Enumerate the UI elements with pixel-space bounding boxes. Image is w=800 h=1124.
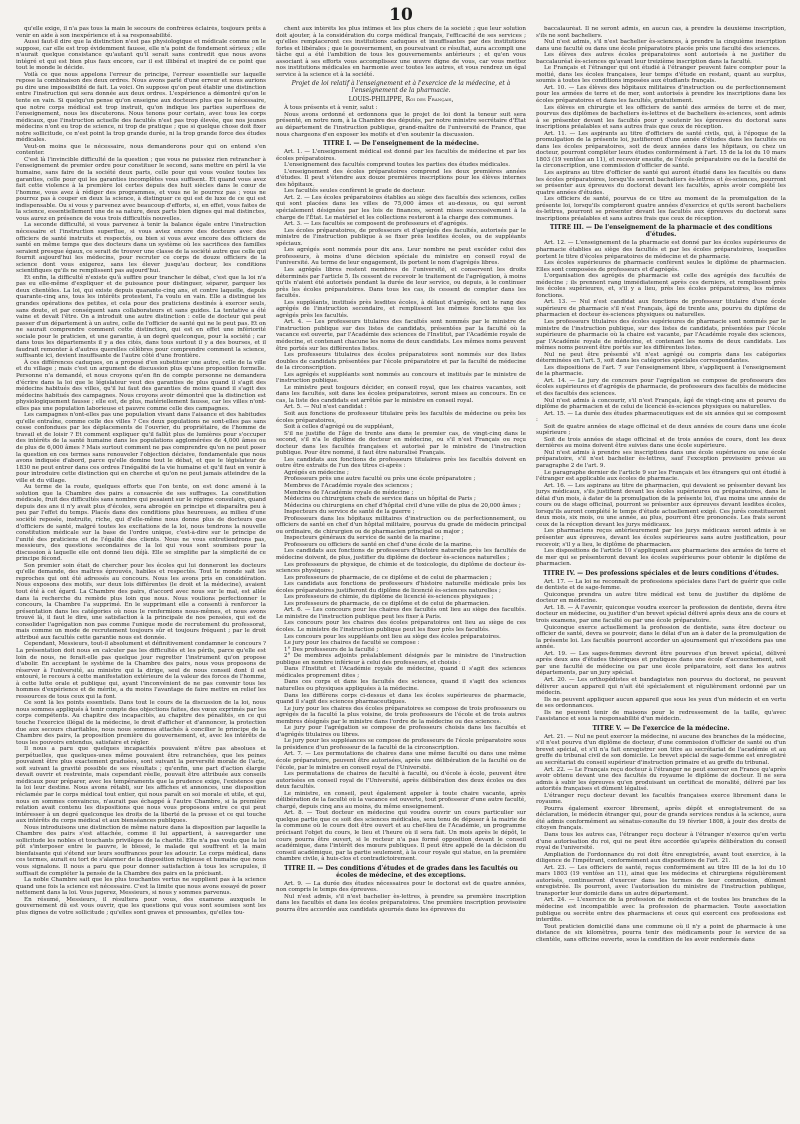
text-columns xyxy=(16,26,786,1122)
paragraph: Les officiers de santé, pourvus de ce titre au moment de la promulgation de la présente loi, lorsqu'ils compteront quatre années d'exercice et qu'ils seront bacheliers ès-lettres, pourront se présenter devant les facultés aux épreuves du doctorat sans inscriptions préalables et sans autres frais que ceux de réception. xyxy=(536,196,786,222)
paragraph: Les agrégés libres restent membres de l'université, et conservent les droits déterminés par l'article 5. Ils cessent de recevoir le traitement de l'agrégation, à moins qu'ils n'aient été autorisés pendant la durée de leur service, ou depuis, à le continuer près les écoles préparatoires. Dans tous les cas, ils cessent de compter dans les facultés. xyxy=(276,266,526,300)
paragraph: Art. 4. — Les professeurs titulaires des facultés sont nommés par le ministre de l'instruction publique sur des listes de candidats, présentées par la faculté où la vacance est ouverte, par l'Académie des sciences de l'Institut, par l'Académie royale de médecine, et contenant chacune les noms de deux candidats. Les mêmes noms peuvent être portés sur les différentes listes. xyxy=(276,319,526,352)
paragraph: Les campagnes n'ont-elles pas une population vivant dans l'aisance et des habitudes qu'elle entraîne, comme celle des villes ? Ces deux populations ne sont-elles pas sans cesse confondues par les déplacements de l'ouvrier, du propriétaire, de l'homme de travail et de loisir ? Et comment expliquer qu'il fallût plus de lumières pour s'occuper des intérêts de la santé humaine dans les populations agglomérées de 4,000 âmes ou de plus de 6,000 âmes ? Mais surtout comment ne pas comprendre qu'on ne peut poser la question en ces termes sans renouveler l'objection décisive, fondamentale que nous avons indiquée d'abord, parce qu'elle domine tout le débat, et que le législateur de 1830 ne peut entrer dans ces ordres l'inégalité de la vie humaine et qu'il faut en venir à pour introduire cette distinction qui en cherche et qu'on ne peut jamais atteindre de la ville et du village. xyxy=(16,412,266,484)
paragraph: Art. 7. — Les permutations de chaires dans une même faculté ou dans une même école préparatoire, peuvent être autorisées, après une délibération de la faculté ou de l'école, par le ministre en conseil royal de l'Université. xyxy=(276,751,526,771)
paragraph: Les écoles préparatoires, de professeurs et d'agrégés des facultés, autorisés par le ministre de l'instruction publique à se fixer près lesdites écoles, ou de suppléants spéciaux. xyxy=(276,227,526,247)
paragraph: Les candidats aux fonctions de professeurs d'histoire naturelle médicale près les écoles préparatoires justifieront du diplôme de licencié ès-sciences naturelles ; xyxy=(276,581,526,594)
paragraph: Le Français et l'étranger qui ont étudié à l'étranger peuvent faire compter pour la moitié, dans les écoles françaises, leur temps d'étude en restant, quant au surplus, soumis à toutes les conditions imposées aux étudiants français. xyxy=(536,65,786,85)
paragraph: Art. 9. — La durée des études nécessaires pour le doctorat est de quatre années, non compris le temps des épreuves. xyxy=(276,880,526,894)
paragraph: Art. 8. — Tout docteur en médecine qui voudra ouvrir un cours particulier sur quelque partie que ce soit des sciences médicales, sera tenu de déposer à la mairie de la commune où le cours doit être ouvert et au chef-lieu de l'Académie, un programme précisant l'objet du cours, le lieu et l'heure où il sera fait. Un mois après le dépôt, le cours pourra être ouvert, si le recteur n'a pas formé opposition devant le conseil académique, dans l'intérêt des mœurs publiques. Il peut être appelé de la décision du conseil académique, par la partie seulement, à la cour royale qui statue, en la première chambre civile, à huis-clos et contradictoirement. xyxy=(276,810,526,863)
paragraph: S'il ne justifie de l'âge de trente ans dans le premier cas, de vingt-cinq dans le second, s'il n'a le diplôme de docteur en médecine, ou s'il n'est Français ou reçu docteur dans les facultés françaises et autorisé par le ministre de l'instruction publique. Pour être nommé, il faut être naturalisé Français. xyxy=(276,430,526,457)
paragraph: Médecins ou chirurgiens chefs de service dans un hôpital de Paris ; xyxy=(284,496,476,503)
paragraph: Quiconque exerce actuellement la profession de dentiste, sans être docteur ou officier de santé, devra se pourvoir, dans le délai d'un an à dater de la promulgation de la présente loi. Les facultés pourront accorder un ajournement qui n'excédera pas une année. xyxy=(536,624,786,651)
paragraph: Inspecteurs généraux du service de santé de la marine ; xyxy=(284,535,444,542)
paragraph: Les professeurs titulaires des écoles préparatoires sont nommés sur des listes doubles de candidats présentées par l'école préparatoire et par la faculté de médecine de la circonscription. xyxy=(276,352,526,372)
paragraph: À ces différences caduques, on a proposé d'en substituer une autre, celle de la ville et du village ; mais c'est un argument de discussion plus qu'une proposition formelle. Personne n'a demandé, et nous croyons qu'en fin de compte personne ne demandera d'écrire dans la loi que le législateur veut des garanties de plus quand il s'agit des médecins habitués des villes, qu'il lui faut des garanties de moins quand il s'agit des médecins habitués des campagnes. Nous croyons avoir démontré que la distinction est physiologiquement fausse ; elle est, de plus, matériellement fausse, car les villes n'ont-elles pas une population laborieuse et pauvre comme celle des campagnes. xyxy=(16,359,266,412)
paragraph: Nul n'est admis à prendre ses inscriptions dans une école supérieure ou une école préparatoire, s'il n'est bachelier ès-lettres, sauf l'exception provisoire prévue au paragraphe 2 de l'art. 9. xyxy=(536,449,786,469)
paragraph: Art. 1. — L'enseignement médical est donné par les facultés de médecine et par les écoles préparatoires. xyxy=(276,149,526,162)
paragraph: Art. 5. — Nul n'est candidat : xyxy=(284,404,367,411)
paragraph: Ampliation de l'ordonnance du roi doit être enregistrée, avant tout exercice, à la diligence de l'impétrant, conformément aux dispositions de l'art. 21. xyxy=(536,851,786,865)
paragraph: Le ministre, en conseil, peut également appeler à toute chaire vacante, après délibération de la faculté où la vacance est ouverte, tout professeur d'une autre faculté, chargé, depuis cinq ans au moins, du même enseignement. xyxy=(276,790,526,810)
paragraph: Les candidats aux fonctions de professeurs titulaires près les facultés doivent en outre être extraits de l'un des titres ci-après : xyxy=(276,456,526,470)
paragraph: Ce sont là les points essentiels. Dans tout le cours de la discussion de la loi, nous nous sommes appliqués à tenir compte des objections faites, des vœux exprimés par les corps compétents. Au chapitre des incapacités, au chapitre des pénalités, en ce qui touche l'exercice illégal de la médecine, le droit d'afficher et d'annoncer, la protection due aux secours charitables, nous nous sommes attachés à concilier le principe de la Chambre des pairs, la proposition première du gouvernement, et, avec les intérêts de tous les pouvoirs entendus, satisfaire et régler. xyxy=(16,700,266,746)
paragraph: Nous avons ordonné et ordonnons que le projet de loi dont la teneur suit sera présenté, en notre nom, à la Chambre des députés, par notre ministre secrétaire d'État au département de l'instruction publique, grand-maître de l'université de France, que nous chargeons d'en exposer les motifs et d'en soutenir la discussion. xyxy=(276,111,526,138)
paragraph: Membres de l'Académie royale des sciences ; xyxy=(284,483,413,489)
section-heading: TITRE II. — Des conditions d'études et de grades dans les facultés ou écoles de médecine, et des exceptions. xyxy=(284,864,518,879)
paragraph: Dans l'Institut et l'Académie royale de médecine, quand il s'agit des sciences médicales proprement dites ; xyxy=(276,666,526,679)
paragraph: chent aux intérêts les plus intimes et les plus chers de la société ; que leur solution doit ajouter, à la considération du corps médical français, l'efficacité de ses services ; qu'elles remplaceront ces institutions caduques et insuffisantes par des institutions fortes et libérales ; que le gouvernement, en poursuivant ce résultat, aura accompli une tâche qui a été l'ambition de tous les gouvernements antérieurs ; et qu'en vous associant à ses efforts vous accomplissez une œuvre digne de vous, car vous mettez nos institutions médicales en harmonie avec toutes les autres, et vous rendrez un égal service à la science et à la société. xyxy=(276,26,526,78)
paragraph: Le jury pour les suppléances se compose de professeurs de l'école préparatoire sous la présidence d'un professeur de la faculté de la circonscription. xyxy=(276,738,526,751)
paragraph: À tous présents et à venir, salut : xyxy=(284,105,378,112)
paragraph: Nul n'est admis, s'il n'est bachelier ès-lettres, à prendre sa première inscription dans les facultés et dans les écoles préparatoires. Une première inscription provisoire pourra être accordée aux candidats ajournés dans les épreuves du xyxy=(276,893,526,913)
right-column xyxy=(536,26,786,1122)
paragraph: Professeurs ou officiers de santé en chef d'une école de la marine. xyxy=(284,541,473,548)
paragraph: 2° De membres adjoints préalablement désignés par le ministre de l'instruction publique en nombre inférieur à celui des professeurs, et choisis : xyxy=(276,653,526,666)
paragraph: Art. 21. — Nul ne peut exercer la médecine, ni aucune des branches de la médecine, s'il n'est pourvu d'un diplôme de docteur, d'une commission d'officier de santé ou d'un brevet spécial, et s'il n'a fait enregistrer son titre au secrétariat de l'académie et au greffe du tribunal civil de son domicile. Le brevet spécial de sage-femme est enregistré au secrétariat du conseil supérieur d'instruction primaire et au greffe du tribunal. xyxy=(536,733,786,766)
paragraph: La noble Chambre sait que les plus touchantes vertus ne supplient pas à la science quand une fois la science est nécessaire. C'est la limite que nous avons essayé de poser nettement dans la loi. Vous jugerez, Messieurs, si nous y sommes parvenus. xyxy=(16,877,266,897)
paragraph: Le jury pour l'agrégation se compose de professeurs choisis dans les facultés et d'agrégés titulaires ou libres. xyxy=(276,725,526,738)
paragraph: Les professeurs de pharmacie, de ce diplôme et de celui de pharmacien ; xyxy=(284,574,492,581)
paragraph: Art. 6. — Les concours pour les chaires des facultés ont lieu au siège des facultés. Le ministre de l'instruction publique peut les fixer à Paris. xyxy=(276,607,526,620)
paragraph: Art. 22. — Le Français reçu docteur à l'étranger ne peut exercer en France qu'après avoir obtenu devant une des facultés du royaume le diplôme de docteur. Il ne sera admis à subir les épreuves qu'en produisant un certificat de moralité, délivré par les autorités françaises et dûment légalisé. xyxy=(536,766,786,793)
paragraph: Pourra également exercer librement, après dépôt et enregistrement de sa déclaration, le médecin étranger qui, pour de grands services rendus à la science, aura été admis conformément au sénatus-consulte du 19 février 1808, à jouir des droits de citoyen français. xyxy=(536,805,786,832)
paragraph: Ils ne peuvent appliquer aucun appareil que sous les yeux d'un médecin et en vertu de ses ordonnances. xyxy=(536,696,786,710)
paragraph: Art. 11. — Les aspirants au titre d'officiers de santé civils, qui, à l'époque de la promulgation de la présente loi, justifieront d'une année d'études dans les facultés ou dans les écoles préparatoires, soit de deux années dans les hôpitaux, ou chez un docteur, pourront compléter leurs études conformément à l'art. 15 de la loi du 10 mars 1803 (19 ventôse an 11), et recevoir ensuite, de l'école préparatoire ou de la faculté de la circonscription, une commission d'officier de santé. xyxy=(536,130,786,170)
paragraph: Les candidats aux fonctions de professeurs d'histoire naturelle près les facultés de médecine doivent, de plus, justifier du diplôme de docteur ès-sciences naturelles ; xyxy=(276,548,526,562)
paragraph: Art. 23. — Les officiers de santé, reçus conformément au titre III de la loi du 10 mars 1803 (19 ventôse an 11), ainsi que les médecins et chirurgiens régulièrement autorisés, continueront d'exercer dans les termes de leur commission, dûment enregistrée. Ils pourront, avec l'autorisation du ministre de l'instruction publique, transporter leur domicile dans un autre département. xyxy=(536,864,786,897)
paragraph: Art. 19. — Les sages-femmes devront être pourvues d'un brevet spécial, délivré après deux ans d'études théoriques et pratiques dans une école d'accouchement, soit par une faculté de médecine ou par une école préparatoire, soit dans les autres départements, par un jury spécial. xyxy=(536,650,786,677)
paragraph: Les dispositions de l'art. 7 sur l'enseignement libre, s'appliquent à l'enseignement de la pharmacie. xyxy=(536,364,786,378)
paragraph: baccalauréat. Il ne seront admis, en aucun cas, à prendre la deuxième inscription, s'ils ne sont bacheliers. xyxy=(536,26,786,39)
paragraph: Les concours pour les suppléants ont lieu au siège des écoles préparatoires. xyxy=(284,633,501,640)
paragraph: Art. 10. — Les élèves des hôpitaux militaires d'instruction ou de perfectionnement pour les armées de terre et de mer, sont autorisés à prendre les inscriptions dans les écoles préparatoires et dans les facultés, gratuitement. xyxy=(536,84,786,105)
paragraph: Les pharmaciens reçus antérieurement par les jurys médicaux seront admis à se présenter aux épreuves, devant les écoles supérieures sans autre justification, pour recevoir, s'il y a lieu, le diplôme de pharmacien. xyxy=(536,528,786,548)
paragraph: Cependant, Messieurs, tout-il absolument et définitivement condamner le concours ? La présentation doit nous en calculer pas les difficultés et les périls, parce qu'elle est loin de nous, ne ferait-elle pas quelque jour regretter l'instrument qu'on propose d'abolir. En acceptant le système de la Chambre des pairs, nous vous proposons de réserver à l'université, au ministre qui la dirige, seul de nous conseil dont il est entouré, le recours à cette manifestation extérieure de la valeur des forces de l'homme, à cette lutte orale et publique qui, ayant l'inconvénient de ne pas convenir tous les hommes d'expérience et de mérite, a du moins l'avantage de faire mettre en relief les ressources de tous ceux qui la font. xyxy=(16,641,266,700)
section-heading: Projet de loi relatif à l'enseignement et à l'exercice de la médecine, et à l'enseignement de la pharmacie. xyxy=(291,80,511,95)
paragraph: Agrégés en médecine ; xyxy=(284,469,349,476)
paragraph: Les dispositions de l'article 10 s'appliquent aux pharmaciens des armées de terre et de mer qui se présenteront devant les écoles supérieures pour obtenir le diplôme de pharmacien. xyxy=(536,548,786,568)
left-column xyxy=(16,26,266,1122)
paragraph: L'enseignement des écoles préparatoires comprend les deux premières années d'études. Il peut s'étendre aux douze premières inscriptions pour les élèves internes des hôpitaux. xyxy=(276,168,526,188)
paragraph: Dans ces corps et dans les facultés des sciences, quand il s'agit des sciences naturelles ou physiques appliquées à la médecine. xyxy=(276,679,526,692)
paragraph: Art. 16. — Les aspirans au titre de pharmacien, qui devaient se présenter devant les jurys médicaux, s'ils justifient devant les écoles supérieures ou préparatoires, dans le délai d'un mois, à dater de la promulgation de la présente loi, d'au moins une année de cours ou de stage officinal, pourront se présenter aux épreuves devant lesdites écoles, lorsqu'ils auront complété le temps d'étude actuellement exigé. Ces jurés constitueront deux mois, six mois, ou une année, au plus, pourront être prononcés. Les frais seront ceux de la réception devant les jurys médicaux. xyxy=(536,482,786,528)
paragraph: Nul ne peut être présenté s'il n'est agrégé ou compris dans les catégories déterminées en l'art. 5, soit dans les catégories spéciales correspondantes. xyxy=(536,351,786,365)
paragraph: Les élèves des autres écoles préparatoires sont autorisés à ne justifier du baccalauréat ès-sciences qu'avant leur treizième inscription dans la faculté. xyxy=(536,52,786,65)
paragraph: Les permutations de chaires de faculté à faculté, ou d'école à école, peuvent être autorisées en conseil royal de l'Université, après délibération des deux écoles ou des deux facultés. xyxy=(276,771,526,791)
paragraph: L'étranger reçu docteur devant les facultés françaises exerce librement dans le royaume. xyxy=(536,792,786,806)
paragraph: Art. 14. — Le jury de concours pour l'agrégation se compose de professeurs des écoles supérieures et d'agrégés de pharmacie, de professeurs des facultés de médecine et des facultés des sciences. xyxy=(536,377,786,397)
paragraph: Quiconque prendra un autre titre médical est tenu de justifier du diplôme de docteur en médecine. xyxy=(536,591,786,605)
section-heading: LOUIS-PHILIPPE, Roi des Français, xyxy=(348,96,454,104)
paragraph: Nul n'est admis, s'il n'est bachelier ès-sciences, à prendre la cinquième inscription dans une faculté ou dans une école préparatoire placée près une faculté des sciences. xyxy=(536,39,786,52)
paragraph: Les agrégés sont nommés pour dix ans. Leur nombre ne peut excéder celui des professeurs, à moins d'une décision spéciale du ministre en conseil royal de l'université. Au terme de leur engagement, ils portent le nom d'agrégés libres. xyxy=(276,247,526,267)
paragraph: Aussi faut-il dire que la distinction n'est pas physiologique et médicale comme on le suppose, car elle est trop évidemment fausse, elle n'a point de fondement sérieux ; elle n'aurait quelque consistance qu'autant qu'il serait sans contredit que nous avons intégré et qui est bien plus faux encore, car il est illibéral et inspiré de ce point que tout le monde le décide. xyxy=(16,39,266,72)
paragraph: Art. 20. — Les orthopédistes et bandagistes non pourvus du doctorat, ne peuvent délivrer aucun appareil qui n'ait été spécialement et régulièrement ordonné par un médecin. xyxy=(536,676,786,697)
paragraph: Soit à celles d'agrégé ou de suppléant, xyxy=(284,424,394,431)
paragraph: Art. 18. — À l'avenir, quiconque voudra exercer la profession de dentiste, devra être docteur en médecine, ou justifier d'un brevet spécial délivré après deux ans de cours et trois examens, par une faculté ou par une école préparatoire. xyxy=(536,604,786,625)
paragraph: Soit de trois années de stage officinal et de trois années de cours, dont les deux dernières au moins doivent être suivies dans une école supérieure. xyxy=(536,436,786,450)
paragraph: Voilà ce que nous appelons l'erreur de principe, l'erreur essentielle sur laquelle repose la combinaison des deux ordres. Nous avons parlé d'une erreur et nous aurions pu dire une impossibilité de fait. La voici. On suppose qu'on peut établir une distinction entre l'instruction qui sera donnée aux deux ordres. L'expérience a démontré qu'on le tente en vain. Si quelqu'un pense qu'on enseigne aux docteurs plus que le nécessaire, que notre corps médical est trop instruit, qu'on indique les parties superflues de l'enseignement, nous les discuterons. Nous tenons pour certain, avec tous les corps médicaux, que l'instruction actuelle des facultés n'est pas trop élevée, que nos jeunes médecins n'ont eu trop de science, ni trop de pratique ; que si quelque chose doit fixer notre sollicitude, ce n'est point la trop grande durée, ni la trop grande force des études médicales. xyxy=(16,71,266,144)
paragraph: Ils ne peuvent tenir de maisons pour le redressement de la taille, qu'avec l'assistance et sous la responsabilité d'un médecin. xyxy=(536,709,786,723)
paragraph: Les professeurs de chimie, du diplôme de licencié ès-sciences physiques ; xyxy=(284,594,494,601)
section-heading: TITRE III. — De l'enseignement de la pharmacie et des conditions d'études. xyxy=(549,224,773,239)
paragraph: Membres de l'Académie royale de médecine ; xyxy=(284,489,414,496)
paragraph: Inspecteurs du service de santé de la guerre ; xyxy=(284,509,415,516)
paragraph: Les élèves en chirurgie et les officiers de santé des armées de terre et de mer, pourvus des diplômes de bacheliers ès-lettres et de bacheliers ès-sciences, sont admis à se présenter devant les facultés pour y soutenir les épreuves du doctorat sans inscriptions préalables et sans autres frais que ceux de réception. xyxy=(536,104,786,131)
paragraph: Au terme de la route, quelques efforts que l'on tente, on est donc amené à la solution que la Chambre des pairs a consacrée de ses suffrages. La constitution médicale, fruit des difficultés sans nombre qui pesaient sur le régime consulaire, quand depuis des ans il n'y avait plus d'écoles, sera abrogée en principe et disparaîtra peu à peu par l'effet du temps. Placés dans des conditions plus heureuses, au milieu d'une société reposée, instruite, riche, qui d'elle-même nous donne plus de docteurs que d'officiers de santé, malgré toutes les excitations de la loi, nous tendrons la nouvelle constitution médicale sur la base de l'ordre unique, c'est-à-dire sur le principe de l'unité des praticiens et de l'égalité des clients. Nous ne vous entretiendrons pas, messieurs, des questions secondaires de la loi qui vous sont soumises pour la discussion à laquelle elle ont donné lieu déjà. Elle se simplifie par la simplicité de ce principe fécond. xyxy=(16,484,266,563)
paragraph: C'est là l'invincible difficulté de la question ; que vous ne puissiez rien retrancher à l'enseignement de premier ordre pour constituer le second, sans mettre en péril la vie humaine, sans faire de la société deux parts, celle pour qui vous voulez toutes les garanties, celle pour qui les garanties incomplètes vous suffisent. Et quand vous avez fait cette violence à la première loi certes depuis des huit siècles dans le cœur de l'homme, vous avez à rédiger des programmes, et vous ne le pourrez pas ; vous ne pourrez pas à couper en deux la science, à distinguer ce qui est de luxe de ce qui est indispensable. Ou si vous y parvenez avec beaucoup d'efforts, si, en effet, vous faites de la science, essentiellement une de sa nature, deux parts bien dignes qui mal distinctes, vous aurez en présence de vous trois difficultés nouvelles. xyxy=(16,156,266,222)
paragraph: Les facultés seules confèrent le grade de docteur. xyxy=(284,188,426,195)
paragraph: Les écoles supérieures de pharmacie confèrent seules le diplôme de pharmacien. Elles sont composées de professeurs et d'agrégés. xyxy=(536,260,786,273)
paragraph: Dans les différens corps ci-dessus et dans les écoles supérieures de pharmacie, quand il s'agit des sciences pharmaceutiques. xyxy=(276,692,526,706)
paragraph: Art. 2. — Les écoles préparatoires établies au siège des facultés des sciences, celles qui sont placées dans les villes de 75,000 âmes et au-dessus, ou qui seront spécialement désignées par les lois de finances, seront mises successivement à la charge de l'État. Le matériel et les collections resteront à la charge des communes. xyxy=(276,194,526,221)
paragraph: Art. 24. — L'exercice de la profession de médecin et de toutes les branches de la médecine est incompatible avec la profession de pharmacien. Toute association publique ou secrète entre des pharmaciens et ceux qui exercent ces professions est interdite. xyxy=(536,897,786,924)
paragraph: Le ministre peut toujours décider, en conseil royal, que les chaires vacantes, soit dans les facultés, soit dans les écoles préparatoires, seront mises au concours. En ce cas, la liste des candidats est arrêtée par le ministre en conseil royal. xyxy=(276,384,526,404)
paragraph: Art. 12. — L'enseignement de la pharmacie est donné par les écoles supérieures de pharmacie établies au siège des facultés et par les écoles préparatoires, lesquelles portent le titre d'écoles préparatoires de médecine et de pharmacie. xyxy=(536,240,786,260)
paragraph: Nul n'est admis à concourir, s'il n'est Français, âgé de vingt-cinq ans et pourvu du diplôme de pharmacien et de celui de licencié ès-sciences physiques ou naturelles. xyxy=(536,397,786,411)
paragraph: Le paragraphe dernier de l'article 9 sur les Français et les étrangers qui ont étudié à l'étranger est applicable aux écoles de pharmacie. xyxy=(536,469,786,483)
paragraph: Les agrégés et suppléants sont nommés au concours et institués par le ministre de l'instruction publique. xyxy=(276,371,526,385)
page-number: 10 xyxy=(389,5,413,25)
paragraph: Soit aux fonctions de professeur titulaire près les facultés de médecine ou près les écoles préparatoires, xyxy=(276,410,526,424)
paragraph: Les professeurs de physique, de chimie et de toxicologie, du diplôme de docteur ès-sciences physiques ; xyxy=(276,561,526,575)
paragraph: Son premier soin était de chercher pour les écoles qui lui donneront les docteurs qu'elle demande, des maîtres éprouvés, habiles et respectés. Tout le monde sait les reproches qui ont été adressés au concours. Nous les avons pris en considération. Nous exposons des motifs, sur deux lois différentes (le droit et la médecine), avaient tout été à cet égard. La Chambre des pairs, d'accord avec nous sur le mal, est allée dans la recherche du remède plus loin que nous. Nous voulions perfectionner le concours, la Chambre l'a supprimé. En le supprimant elle a consenti à renforcer la présentation dans les catégories où nous le renfermions nous-mêmes, et nous avons trouvé là, il faut le dire, une satisfaction à la principale de nos pensées, qui est de consolider l'agrégation non pas comme l'unique mode de recrutement du professorat, mais comme un mode de recrutement toujours sûr et toujours fréquent ; par le droit attribué aux facultés cette garantie nous est donnée. xyxy=(16,562,266,641)
paragraph: Le jury pour les chaires des écoles préparatoires se compose de trois professeurs ou agrégés de la faculté la plus voisine, de trois professeurs de l'école et de trois autres membres désignés par le ministre dans l'ordre de la médecine ou des sciences. xyxy=(276,705,526,725)
section-heading: TITRE V. — De l'exercice de la médecine. xyxy=(592,724,730,732)
paragraph: Les professeurs de pharmacie, de ce diplôme et de celui de pharmacien. xyxy=(284,600,490,607)
paragraph: L'enseignement des facultés comprend toutes les parties des études médicales. xyxy=(284,162,511,169)
paragraph: 1° Des professeurs de la faculté ; xyxy=(284,646,379,653)
paragraph: Les concours pour les chaires des écoles préparatoires ont lieu au siège de ces écoles. Le ministre de l'instruction publique peut les fixer près les facultés. xyxy=(276,620,526,634)
paragraph: Les aspirans au titre d'officier de santé qui auront étudié dans les facultés ou dans les écoles préparatoires, lorsqu'ils seront bacheliers ès-lettres et ès-sciences, pourront se présenter aux épreuves du doctorat devant les facultés, après avoir complété les quatre années d'études. xyxy=(536,170,786,196)
paragraph: Nous introduisons une distinction de même nature dans la disposition par laquelle la Chambre des pairs s'est attachée, comme il lui appartient, à sauvegarder une sollicitude les nobles et touchants privilèges de la charité. Elle n'a pas voulu que la loi pût s'interposer entre le pauvre, le blessé, le malade qui souffrent et la main bienfaisante qui s'étend sur leurs souffrances pour les adoucir. Le corps médical, dans ces termes, aurait eu tort de s'alarmer de la disposition religieuse et humaine que nous vous signalons. Il nous a paru que pour donner satisfaction à tous les scrupules, il suffisait de compléter la pensée de la Chambre des pairs en la précisant. xyxy=(16,824,266,877)
paragraph: Les professeurs titulaires des écoles supérieures de pharmacie sont nommés par le ministre de l'instruction publique, sur des listes de candidats, présentées par l'école supérieure de pharmacie où la chaire est vacante, par l'Académie royale des sciences, par l'Académie royale de médecine, et contenant les noms de deux candidats. Les mêmes noms peuvent être portés sur les différentes listes. xyxy=(536,318,786,352)
paragraph: Médecins ou chirurgiens en chef d'hôpital civil d'une ville de plus de 20,000 âmes ; xyxy=(284,502,521,509)
middle-column xyxy=(276,26,526,1122)
paragraph: Soit de quatre années de stage officinal et de deux années de cours dans une école supérieure ; xyxy=(536,423,786,437)
paragraph: En résumé, Messieurs, il résultera pour vous, des examens auxquels le gouvernement dû est vous ouvrir, que les questions qui vous sont soumises sont les plus dignes de votre sollicitude ; qu'elles sont graves et pressantes, qu'elles tou- xyxy=(16,896,266,916)
paragraph: qu'elle exige, il n'a pas tous la main le secours de confrères éclairés, toujours prêts à venir en aide à son inexpérience et à sa responsabilité. xyxy=(16,26,266,39)
paragraph: Dans tous les autres cas, l'étranger reçu docteur à l'étranger n'exerce qu'en vertu d'une autorisation du roi, qui ne peut être accordée qu'après délibération du conseil royal de l'université. xyxy=(536,831,786,852)
paragraph: Professeurs près une autre faculté ou près une école préparatoire ; xyxy=(284,476,476,483)
paragraph: Art. 3. — Les facultés se composent de professeurs et d'agrégés. xyxy=(284,221,468,228)
paragraph: Veut-on moins que le nécessaire, nous demanderons pour qui on entend s'en contenter. xyxy=(16,143,266,157)
paragraph: Professeurs dans les hôpitaux militaires d'instruction ou de perfectionnement, ou officiers de santé en chef d'un hôpital militaire, pourvus du grade de médecin principal ou ordinaire, de chirurgien ou de pharmacien principal ou major ; xyxy=(276,515,526,535)
paragraph: Art. 17. — La loi ne reconnaît de professions spéciales dans l'art de guérir que celle de dentiste et de sage-femme. xyxy=(536,578,786,592)
paragraph: Art. 15. — La durée des études pharmaceutiques est de six années qui se composent : xyxy=(536,410,786,424)
paragraph: Art. 13. — Nul n'est candidat aux fonctions de professeur titulaire d'une école supérieure de pharmacie s'il n'est Français, âgé de trente ans, pourvu du diplôme de pharmacien et docteur ès-sciences physiques ou naturelles. xyxy=(536,299,786,319)
paragraph: Les suppléants, institués près lesdites écoles, à défaut d'agrégés, ont le rang des agrégés de l'instruction secondaire, et remplissent les mêmes fonctions que les agrégés près les facultés. xyxy=(276,299,526,319)
paragraph: Le jury pour les chaires de faculté se compose : xyxy=(284,640,420,647)
paragraph: Et enfin, la difficulté n'existe qu'à suffire pour trancher le débat, c'est que la loi n'a pas eu elle-même d'expliquer et de puissance pour distinguer, séparer, parquer les deux clientèles. La loi, qui existe depuis quarante-cinq ans, et contre laquelle, depuis quarante-cinq ans, tous les intérêts protestent, l'a voulu en vain. Elle a distingué les grandes opérations des petites, et cela pour des praticiens destinés à exercer seuls, sans doute, et par conséquent sans collaborateurs et sans guides. La tentative a été vaine et devait l'être. On a introduit une autre distinction : celle de docteur qui peut passer d'un département à un autre, celle de l'officier de santé qui ne le peut pas. Et on ne saurait comprendre comment cette distinction, qui est en effet une infériorité sociale pour le praticien, et une garantie, à un degré quelconque, pour la société ; car dans tous les départements il y a des cités, dans tous surtout il y a des bourses, et il faudrait remonter à d'autres querelles célèbres pour comprendre comment la science, suffisante ici, devient insuffisante de l'autre côté d'une frontière. xyxy=(16,274,266,360)
paragraph: L'organisation des agrégés de pharmacie est celle des agrégés des facultés de médecine ; ils prennent rang immédiatement après ces derniers, et remplissent près les écoles supérieures, et, s'il y a lieu, près les écoles préparatoires, les mêmes fonctions. xyxy=(536,273,786,299)
section-heading: TITRE IV. — Des professions spéciales et de leurs conditions d'études. xyxy=(543,569,779,577)
paragraph: Il nous a paru que quelques incapacités pouvaient n'être pas absolues et perpétuelles, que quelques-unes même pouvaient être retranchées, que les peines pouvaient être plus exactement graduées, sont suivant la perversité morale de l'acte, soit suivant la gravité possible de ses résultats ; qu'enfin, une part d'action élargie devait ouvrir et restreinte, mais cependant réelle, pouvait être attribuée aux conseils médicaux pour préparer, avec les tempéraments que la prudence exige, l'existence que la loi leur destine. Nous avons rétabli, sur les affiches et annonces, une disposition réclamée par le corps médical tout entier, qui nous paraît en soi morale et utile, et qui, nous en sommes convaincus, n'aurait pas échappé à l'autre Chambre, si la première relation avait contenu les dispositions que nous vous proposons entre ce qui peut intéresser à un degré quelconque les droits de la liberté de la presse et ce qui touche aux intérêts du corps médical et aux bienséances publiques. xyxy=(16,746,266,825)
paragraph: La seconde difficulté, si vous parvenez à tenir la balance égale entre l'instruction nécessaire et l'instruction superflue, si vous aviez encore des docteurs avec des officiers de santé instruits et respectés, ou bien si vous avez encore des officiers de santé en même temps que des docteurs dans un système où les sacrifices des familles seraient presque égaux, ce serait de trouver une classe de la société autre que celle qui fournit aujourd'hui les médecins, pour recruter ce corps de douze officiers de la science dont vous exigerez, sans les élever jusqu'au docteur, les conditions scientifiques qu'ils ne remplissent pas aujourd'hui. xyxy=(16,222,266,275)
paragraph: Tout praticien domicilié dans une commune où il n'y a point de pharmacie à une distance de six kilomètres, pourra tenir des médicaments pour le service de sa clientèle, sans officine ouverte, sous la condition de les avoir renfermés dans xyxy=(536,923,786,943)
section-heading: TITRE I. — De l'enseignement de la médecine. xyxy=(323,140,479,148)
